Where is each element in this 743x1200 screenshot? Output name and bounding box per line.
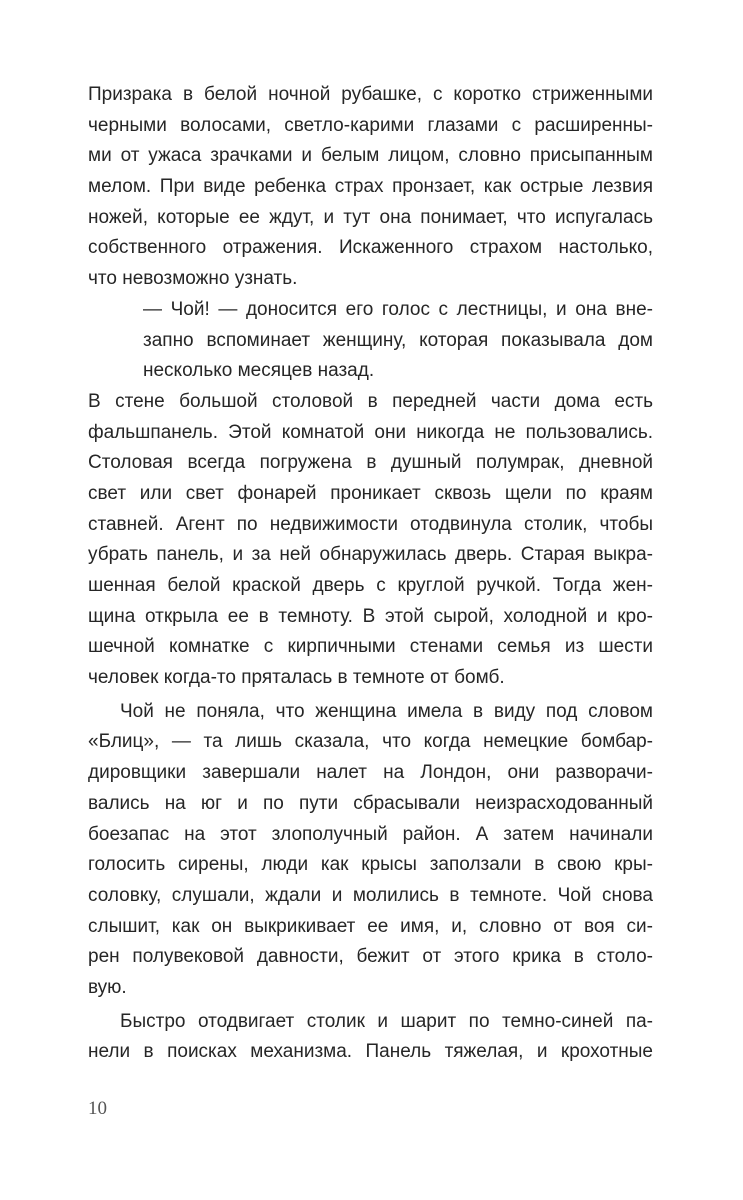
text-line: шенная белой краской дверь с круглой ручкой. Тогда жен- — [88, 575, 653, 596]
text-line: Чой не поняла, что женщина имела в виду под словом — [120, 700, 653, 722]
text-line: «Блиц», — та лишь сказала, что когда немецкие бомбар- — [88, 731, 653, 753]
paragraph — [88, 1007, 653, 1068]
text-line: убрать панель, и за ней обнаружилась дверь. Старая выкра- — [88, 544, 653, 566]
text-line: ножей, которые ее ждут, и тут она понимает, что испугалась — [88, 206, 653, 228]
text-line: боезапас на этот злополучный район. А затем начинали — [88, 823, 653, 845]
text-line: дировщики завершали налет на Лондон, они разворачи- — [88, 762, 653, 784]
text-line: мелом. При виде ребенка страх пронзает, как острые лезвия — [88, 176, 653, 198]
text-line: свет или свет фонарей проникает сквозь щели по краям — [88, 482, 653, 504]
text-line: собственного отражения. Искаженного страхом настолько, — [88, 237, 653, 259]
text-line: рен полувековой давности, бежит от этого крика в столо- — [88, 946, 653, 968]
paragraph — [88, 387, 653, 694]
text-line: слышит, как он выкрикивает ее имя, и, словно от воя си- — [88, 915, 653, 937]
text-line: вались на юг и по пути сбрасывали неизрасходованный — [88, 792, 653, 814]
text-line: запно вспоминает женщину, которая показывала дом — [143, 329, 653, 351]
text-line: ставней. Агент по недвижимости отодвинула столик, чтобы — [88, 513, 653, 535]
text-line: — Чой! — доносится его голос с лестницы, и она вне- — [143, 298, 653, 320]
book-page-text — [88, 80, 653, 1068]
text-line: щина открыла ее в темноту. В этой сырой, холодной и кро- — [88, 605, 653, 627]
text-line: фальшпанель. Этой комнатой они никогда не пользовались. — [88, 421, 653, 443]
paragraph — [88, 80, 653, 295]
text-line: ми от ужаса зрачками и белым лицом, словно присыпанным — [88, 145, 653, 167]
text-line: что невозможно узнать. — [88, 268, 298, 290]
page-number: 10 — [88, 1098, 107, 1119]
text-line: человек когда-то пряталась в темноте от бомб. — [88, 667, 505, 689]
text-line: нели в поисках механизма. Панель тяжелая, и крохотные — [88, 1041, 653, 1063]
text-line: Призрака в белой ночной рубашке, с коротко стриженными — [88, 84, 653, 105]
text-line: несколько месяцев назад. — [143, 360, 375, 382]
paragraph — [88, 697, 653, 1004]
text-line: соловку, слушали, ждали и молились в темноте. Чой снова — [88, 884, 653, 906]
text-line: Быстро отодвигает столик и шарит по темно-синей па- — [120, 1010, 653, 1032]
text-line: В стене большой столовой в передней части дома есть — [88, 390, 653, 412]
text-line: шечной комнатке с кирпичными стенами семья из шести — [88, 636, 653, 658]
text-line: вую. — [88, 976, 127, 998]
text-line: черными волосами, светло-карими глазами с расширенны- — [88, 114, 653, 136]
text-line: Столовая всегда погружена в душный полумрак, дневной — [88, 452, 653, 474]
text-line: голосить сирены, люди как крысы заползали в свою кры- — [88, 854, 653, 876]
paragraph — [88, 295, 653, 387]
